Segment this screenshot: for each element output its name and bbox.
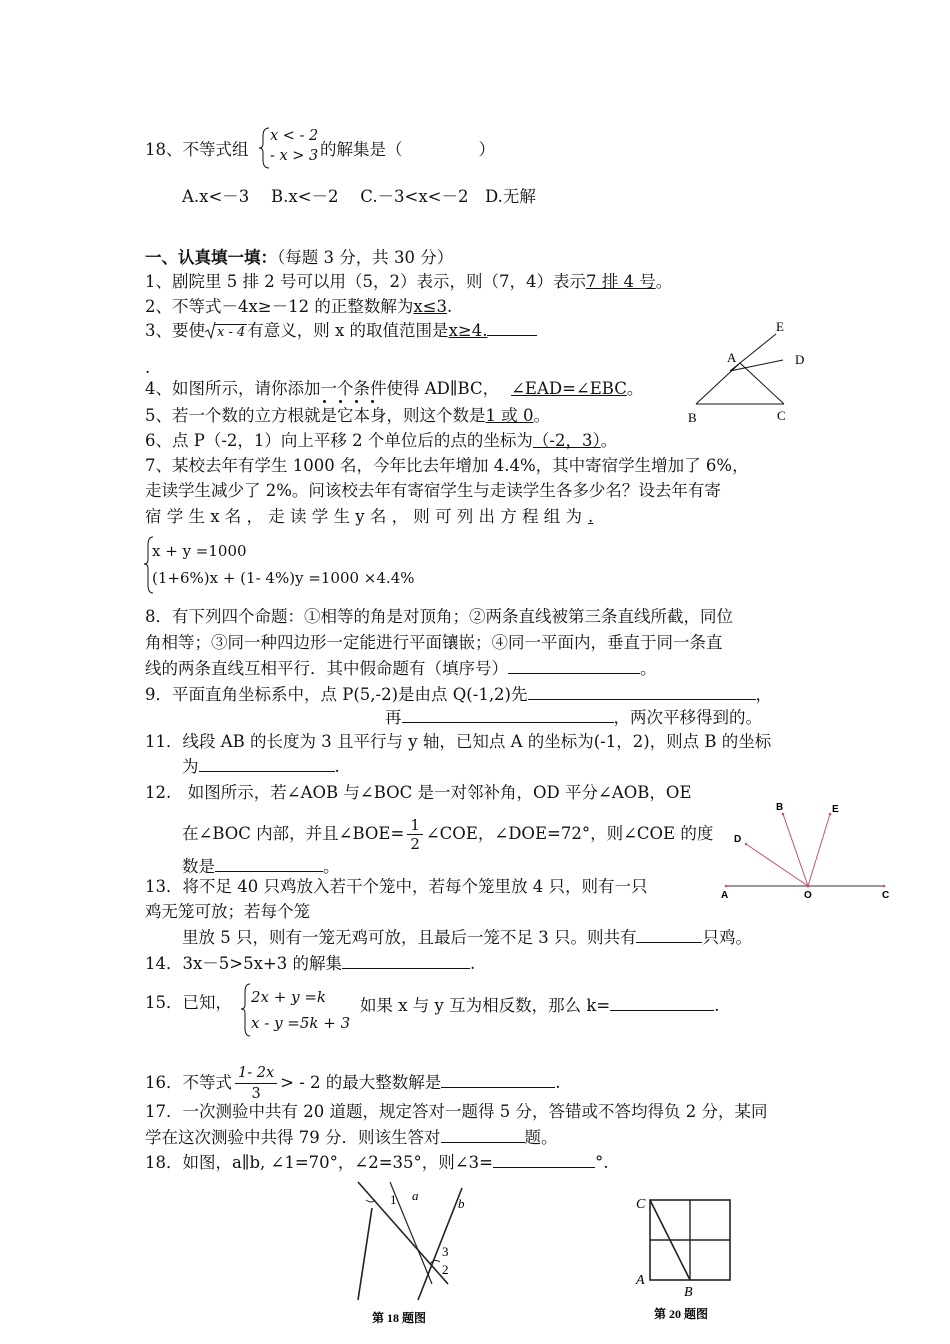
- q13-line3: [182, 926, 752, 949]
- q12-label-e: E: [832, 804, 839, 815]
- q4-line-ab: [696, 363, 740, 404]
- q17-line2-end: 题。: [524, 1128, 558, 1147]
- q7-eq2: (1+6%)x + (1- 4%)y =1000 ×4.4%: [152, 569, 415, 587]
- q12-fraction: [407, 816, 423, 853]
- q3-radicand: x - 4: [217, 325, 246, 340]
- q1-answer: 7 排 4 号: [585, 272, 656, 291]
- q16-pre: 16．不等式: [145, 1073, 232, 1092]
- q18-top-options: A.x<－3 B.x<－2 C.－3<x<－2 D.无解: [182, 187, 536, 206]
- q13-line1: 13．将不足 40 只鸡放入若干个笼中，若每个笼里放 4 只，则有一只: [145, 877, 648, 896]
- q13-line2: 鸡无笼可放；若每个笼: [145, 902, 310, 921]
- q4-label-b: B: [688, 410, 697, 425]
- q7-eq1: x + y =1000: [152, 542, 247, 560]
- q7-line3-end: .: [588, 507, 594, 526]
- q15-end: .: [714, 996, 720, 1015]
- q4-label-a: A: [727, 350, 737, 365]
- q17-line2: [145, 1126, 558, 1149]
- q18-line: [145, 1151, 608, 1174]
- q3-mid: 有意义，则 x 的取值范围是: [247, 321, 449, 340]
- q17-line1: 17．一次测验中共有 20 道题，规定答对一题得 5 分，答错或不答均得负 2 分，某同: [145, 1102, 768, 1121]
- q12-frac-den: 2: [410, 835, 420, 853]
- fig18: [350, 1180, 490, 1330]
- q18-top-prefix: 18、不等式组: [145, 140, 249, 159]
- q11-answer-blank[interactable]: [199, 755, 335, 772]
- q18-text: 18．如图，a∥b, ∠1=70°，∠2=35°，则∠3=: [145, 1153, 493, 1172]
- fig20: [630, 1192, 740, 1332]
- q4-emphasis-dot-3: [355, 400, 358, 403]
- q12-label-a: A: [721, 890, 729, 901]
- q1-line: [145, 271, 672, 293]
- q16-fraction: [235, 1063, 277, 1104]
- q8-line3-end: 。: [640, 659, 657, 678]
- q9-line2-pre: 再: [385, 708, 402, 727]
- q1-text: 1、剧院里 5 排 2 号可以用（5，2）表示，则（7，4）表示: [145, 272, 586, 291]
- q18-top-suffix-line: [320, 139, 495, 161]
- q16-frac-num: 1- 2x: [235, 1063, 277, 1084]
- q9-line1: [145, 683, 772, 706]
- q3-pre: 3、要使: [145, 321, 205, 340]
- q7-line1: 7、某校去年有学生 1000 名，今年比去年增加 4.4%，其中寄宿学生增加了 6%，: [145, 456, 749, 475]
- section-note: （每题 3 分，共 30 分）: [277, 248, 454, 267]
- fig18-line-a: [358, 1208, 372, 1300]
- q12-label-b: B: [776, 802, 784, 813]
- q6-answer: （-2，3）: [532, 431, 601, 450]
- q1-end: 。: [655, 272, 673, 291]
- q11-line2-pre: 为: [182, 757, 199, 776]
- q12-ray-ob: [783, 814, 808, 886]
- q12-ray-oe: [808, 814, 830, 886]
- q3-trailing-dot: .: [145, 358, 151, 377]
- q4-label-d: D: [795, 352, 805, 367]
- q11-line2-end: .: [334, 757, 340, 776]
- q4-label-e: E: [776, 319, 784, 334]
- q12-ray-od: [746, 844, 808, 886]
- q12-line3-pre: 数是: [182, 857, 215, 876]
- q3-sqrt: [205, 322, 247, 344]
- q17-answer-blank[interactable]: [441, 1126, 525, 1143]
- section-heading-line: [145, 247, 453, 269]
- q8-line3-text: 线的两条直线互相平行．其中假命题有（填序号）: [145, 659, 508, 678]
- q12-label-d: D: [734, 834, 742, 845]
- q8-answer-blank[interactable]: [508, 657, 640, 674]
- q7-line3-text: 宿 学 生 x 名 ， 走 读 学 生 y 名 ， 则 可 列 出 方 程 组 为: [145, 507, 583, 526]
- q12-label-c: C: [882, 890, 890, 901]
- q15-post: 如果 x 与 y 互为相反数，那么 k=: [360, 996, 611, 1015]
- q5-line: [145, 405, 550, 427]
- q7-system: [152, 538, 415, 592]
- q12-line3: [182, 855, 340, 878]
- q2-text: 2、不等式－4x≥－12 的正整数解为: [145, 297, 414, 316]
- q4-emphasis-dot-4: [371, 400, 374, 403]
- q18-answer-blank[interactable]: [493, 1151, 595, 1168]
- q7-line3: [145, 506, 593, 528]
- q9-line2-end: ，两次平移得到的。: [613, 708, 762, 727]
- section-heading: 一、认真填一填：: [145, 248, 277, 267]
- q13-line3-pre: 里放 5 只，则有一笼无鸡可放，且最后一笼不足 3 只。则共有: [182, 928, 637, 947]
- fig18-transversal-1: [358, 1182, 448, 1284]
- q12-label-o: O: [804, 890, 812, 901]
- q13-line3-end: 只鸡。: [702, 928, 752, 947]
- q16-answer-blank[interactable]: [441, 1071, 555, 1088]
- q18-top-close: ）: [478, 140, 495, 159]
- fig20-label-c: C: [636, 1197, 646, 1212]
- q12-line1: 12. 如图所示，若∠AOB 与∠BOC 是一对邻补角，OD 平分∠AOB，OE: [145, 783, 692, 802]
- q4-answer: ∠EAD=∠EBC: [511, 379, 627, 398]
- q15-eq1: 2x + y =k: [251, 988, 327, 1006]
- fig18-label-2: 2: [442, 1262, 449, 1277]
- q12-figure: [718, 798, 898, 908]
- q2-line: [145, 296, 452, 318]
- q3-answer: x≥4.: [448, 321, 488, 340]
- q15-system: [251, 984, 350, 1036]
- q18-top-sys1: x < - 2: [270, 128, 319, 144]
- fig20-caption: 第 20 题图: [654, 1307, 709, 1321]
- q13-answer-blank[interactable]: [636, 926, 702, 943]
- q17-line2-pre: 学在这次测验中共得 79 分．则该生答对: [145, 1128, 441, 1147]
- fig18-label-a-visible: a: [412, 1188, 419, 1203]
- fig20-label-a: A: [636, 1273, 645, 1288]
- q4-line: [145, 378, 643, 400]
- q2-answer: x≤3: [413, 297, 448, 316]
- q9-line2: [385, 706, 762, 729]
- q4-figure: [688, 316, 818, 426]
- q12-line3-end: 。: [323, 857, 340, 876]
- fig20-label-b: B: [684, 1285, 693, 1300]
- q2-end: .: [447, 297, 453, 316]
- q16-end: .: [555, 1073, 561, 1092]
- q3-line: [145, 320, 537, 344]
- q15-post-line: [360, 994, 719, 1017]
- q4-text: 4、如图所示，请你添加一个条件使得 AD∥BC，: [145, 379, 500, 398]
- q4-emphasis-dot-1: [323, 400, 326, 403]
- q8-line3: [145, 657, 657, 680]
- q9-answer-blank-1[interactable]: [528, 683, 756, 700]
- q4-label-c: C: [777, 408, 786, 423]
- q7-line2: 走读学生减少了 2%。问该校去年有寄宿学生与走读学生各多少名？设去年有寄: [145, 481, 721, 500]
- q6-line: [145, 430, 617, 452]
- q5-text: 5、若一个数的立方根就是它本身，则这个数是: [145, 406, 486, 425]
- q14-answer-blank[interactable]: [342, 952, 470, 969]
- q6-text: 6、点 P（-2，1）向上平移 2 个单位后的点的坐标为: [145, 431, 533, 450]
- q11-line1: 11．线段 AB 的长度为 3 且平行与 y 轴，已知点 A 的坐标为(-1，2)，则点 B 的坐标: [145, 732, 772, 751]
- q14-line: [145, 952, 475, 975]
- q8-line1: 8．有下列四个命题：①相等的角是对顶角；②两条直线被第三条直线所截，同位: [145, 607, 733, 626]
- q9-line1-end: ，: [755, 685, 772, 704]
- q12-line2-pre: 在∠BOC 内部，并且∠BOE=: [182, 824, 405, 843]
- q9-line1-text: 9．平面直角坐标系中，点 P(5,-2)是由点 Q(-1,2)先: [145, 685, 528, 704]
- q12-answer-blank[interactable]: [215, 855, 323, 872]
- q4-emphasis-dot-2: [339, 400, 342, 403]
- q8-line2: 角相等；③同一种四边形一定能进行平面镶嵌；④同一平面内，垂直于同一条直: [145, 633, 723, 652]
- fig18-label-1: 1: [390, 1192, 397, 1207]
- q11-line2: [182, 755, 340, 778]
- q15-answer-blank[interactable]: [610, 994, 714, 1011]
- q14-text: 14．3x－5>5x+3 的解集: [145, 954, 342, 973]
- q18-end: °.: [594, 1153, 609, 1172]
- q15-eq2: x - y =5k + 3: [251, 1014, 351, 1032]
- q4-end: 。: [626, 379, 644, 398]
- q9-answer-blank-2[interactable]: [402, 706, 614, 723]
- q12-frac-num: 1: [407, 816, 423, 835]
- q14-end: .: [470, 954, 476, 973]
- fig18-label-b: b: [458, 1196, 465, 1211]
- q16-post: > - 2 的最大整数解是: [280, 1073, 442, 1092]
- q16-frac-den: 3: [251, 1086, 261, 1102]
- q18-top-suffix: 的解集是（: [320, 140, 403, 159]
- q12-line2: [182, 816, 713, 853]
- q5-end: 。: [533, 406, 550, 425]
- q18-top-sys2: - x > 3: [270, 148, 319, 164]
- fig18-label-3: 3: [442, 1244, 449, 1259]
- fig18-line-b: [418, 1188, 462, 1300]
- q4-line-ac: [740, 363, 784, 404]
- q5-answer: 1 或 0: [485, 406, 534, 425]
- q18-top-system: [270, 126, 318, 166]
- q15-pre: 15．已知，: [145, 993, 232, 1012]
- q6-end: 。: [600, 431, 618, 450]
- q18-top-line: [145, 139, 249, 161]
- fig18-caption: 第 18 题图: [372, 1311, 427, 1325]
- q12-line2-post: ∠COE，∠DOE=72°，则∠COE 的度: [425, 824, 714, 843]
- q16-line: [145, 1063, 561, 1104]
